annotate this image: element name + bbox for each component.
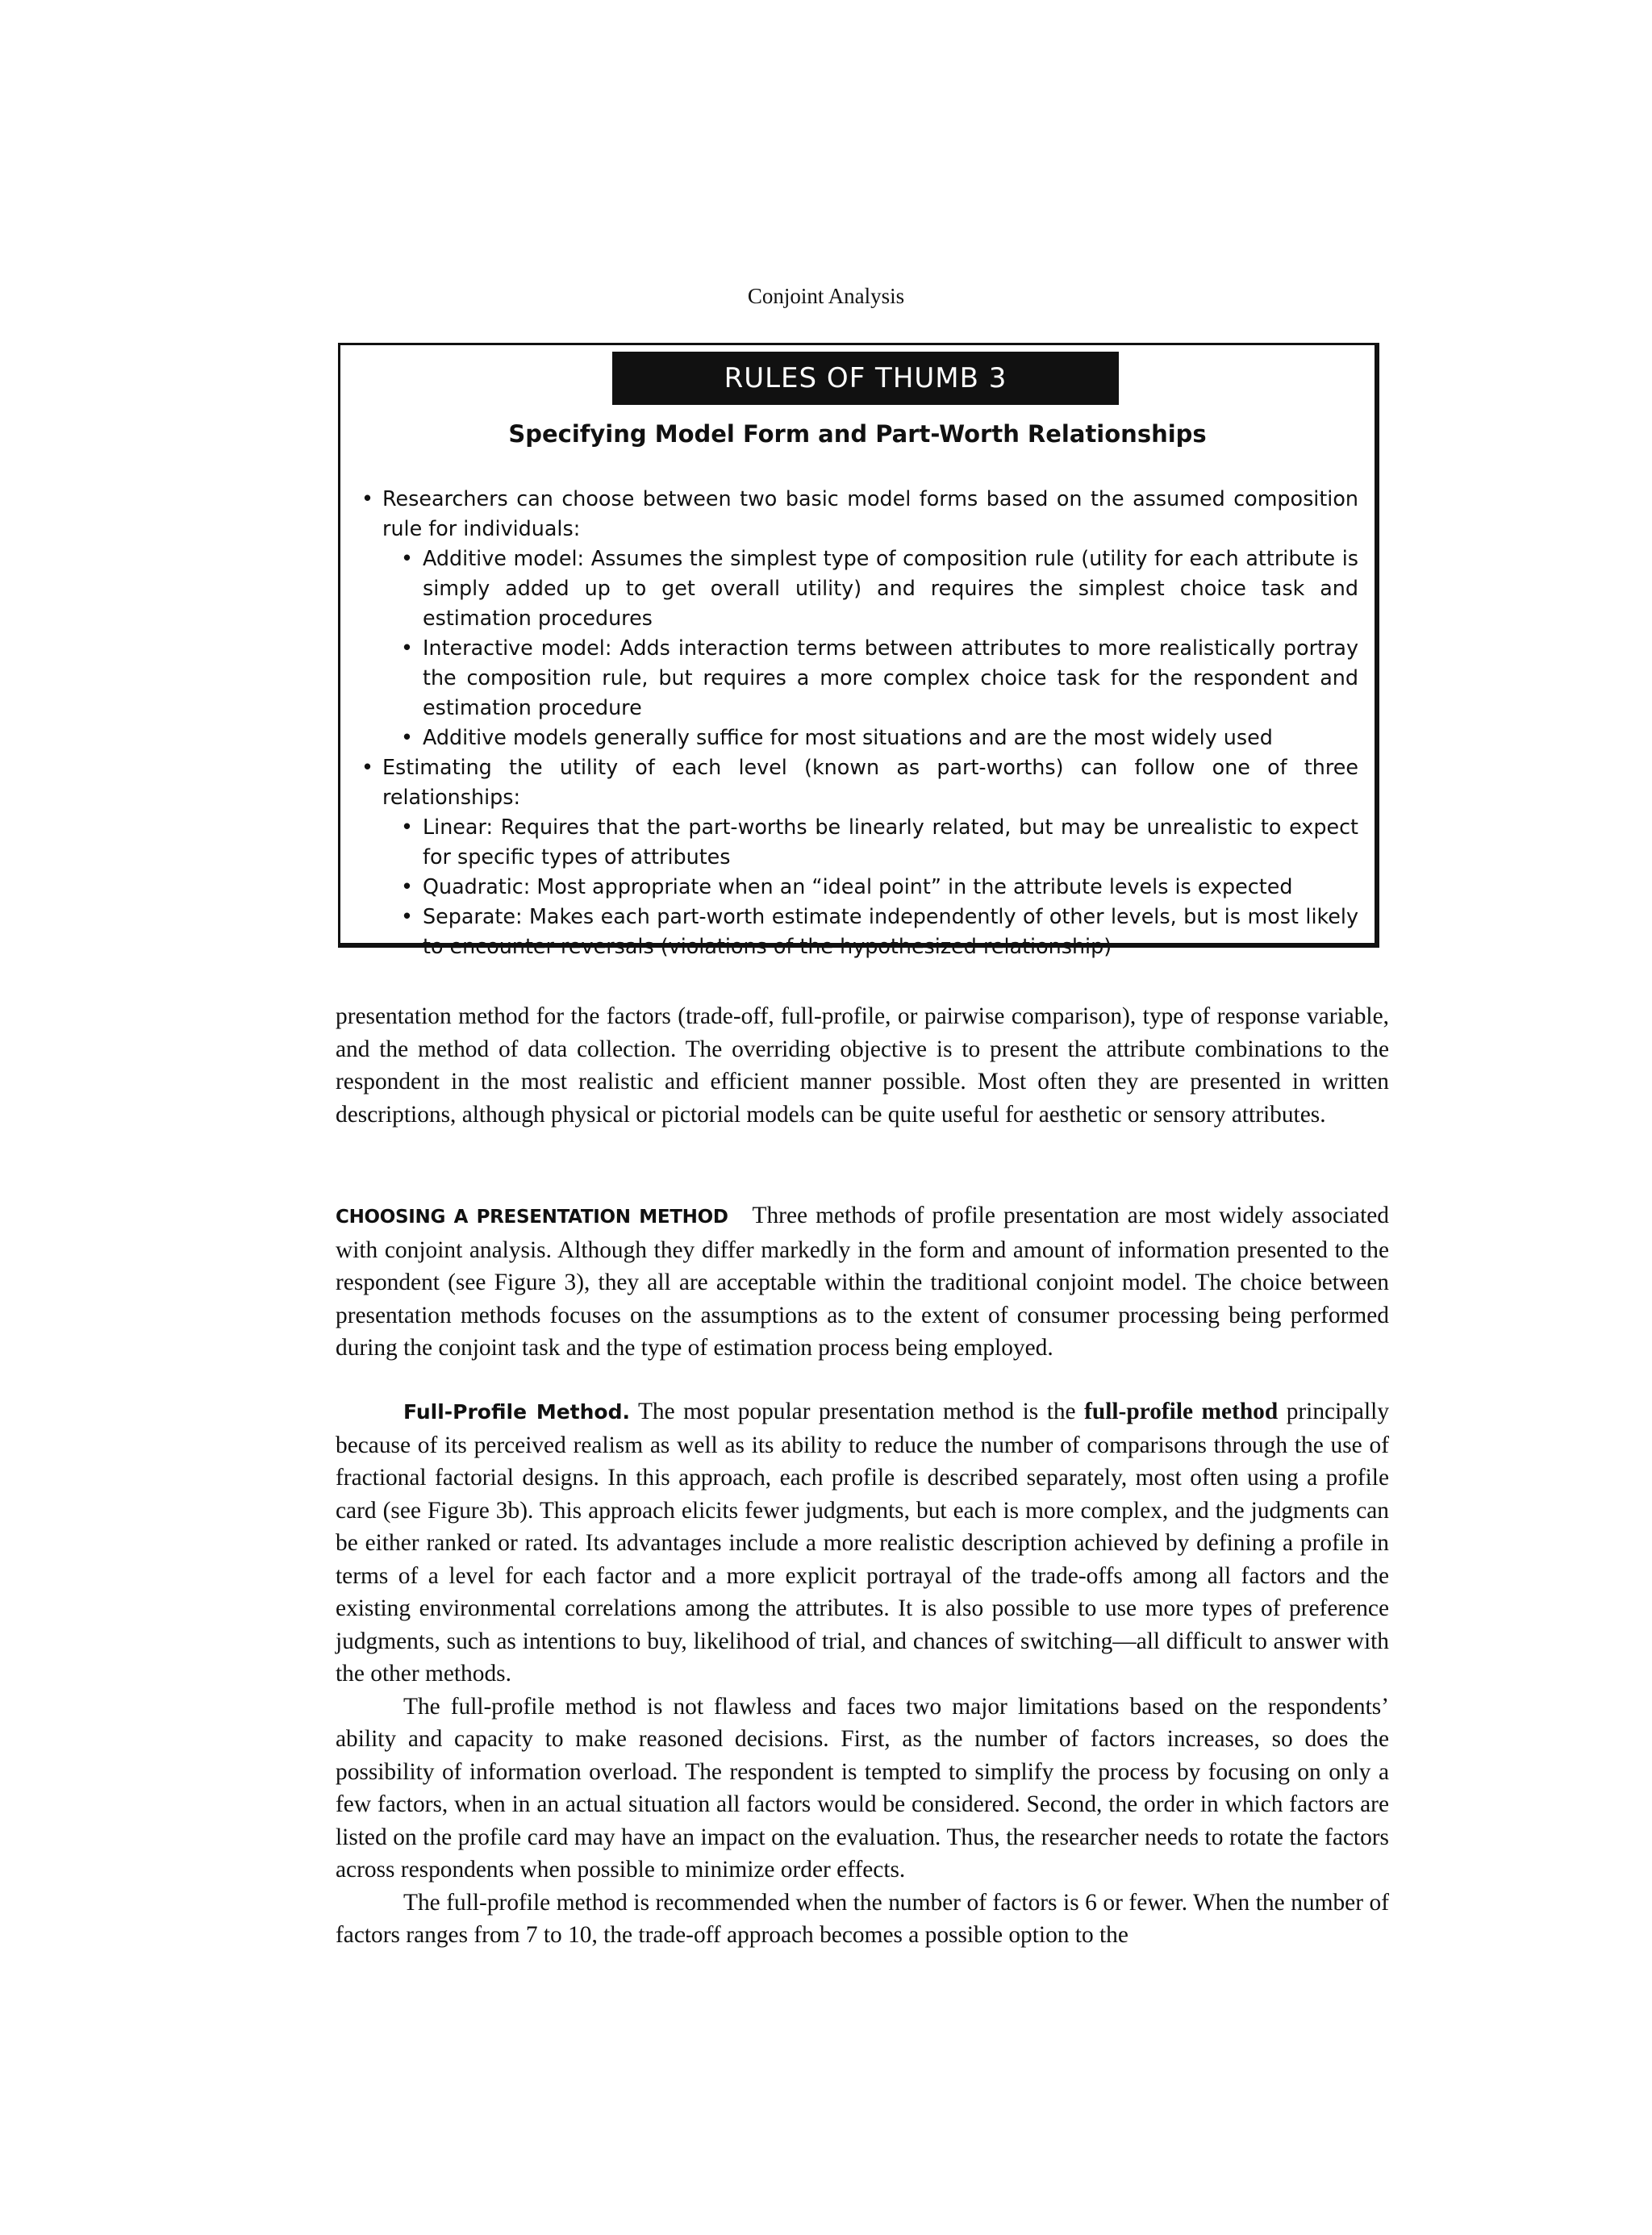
bullet-item: • Researchers can choose between two basic model forms based on the assumed composition rule for individuals: — [358, 484, 1358, 544]
bullet-icon: • — [401, 725, 413, 749]
bullet-item: • Estimating the utility of each level (known as part-worths) can follow one of three relationships: — [358, 753, 1358, 812]
paragraph-text: The full-profile method is not flawless and faces two major limitations based on the respondents’ ability and capacity to make reasoned decisions. First, as the number of factors increases, so does the possibility of information overload. The respondent is tempted to simplify the process by focusing on only a few factors, when in an actual situation all factors would be considered. Second, the order in which factors are listed on the profile card may have an impact on the evaluation. Thus, the researcher needs to rotate the factors across respondents when possible to minimize order effects. — [336, 1693, 1389, 1883]
paragraph-text: Full-Profile Method. The most popular presentation method is the full-profile method principally because of its perceived realism as well as its ability to reduce the number of comparisons through the use of fractional factorial designs. In this approach, each profile is described separately, most often using a profile card (see Figure 3b). This approach elicits fewer judgments, but each is more complex, and the judgments can be either ranked or rated. Its advantages include a more realistic description achieved by defining a profile in terms of a level for each factor and a more explicit portrayal of the trade-offs among all factors and the existing environmental correlations among the attributes. It is also possible to use more types of preference judgments, such as intentions to buy, likelihood of trial, and chances of switching—all difficult to answer with the other methods. — [336, 1399, 1390, 1687]
bullet-icon: • — [401, 874, 413, 899]
paragraph-text: CHOOSING A PRESENTATION METHOD Three methods of profile presentation are most widely associated with conjoint analysis. Although they differ markedly in the form and amount of information presented to the respondent (see Figure 3), they all are acceptable within the traditional conjoint model. The choice between presentation methods focuses on the assumptions as to the extent of consumer processing being performed during the conjoint task and the type of estimation process being employed. — [336, 1203, 1389, 1361]
key-term: full-profile method — [1084, 1399, 1279, 1424]
bullet-icon: • — [401, 904, 413, 928]
sub-bullet-item: • Separate: Makes each part-worth estimate independently of other levels, but is most likely to encounter reversals (violations of the hypothesized relationship) — [358, 902, 1358, 961]
section-choosing-presentation-method — [336, 1199, 1389, 1365]
sub-bullet-item: • Interactive model: Adds interaction terms between attributes to more realistically portray the composition rule, but requires a more complex choice task for the respondent and estimation procedure — [358, 633, 1358, 723]
body-paragraph — [336, 1000, 1389, 1131]
sub-bullet-item: • Additive models generally suffice for most situations and are the most widely used — [358, 723, 1358, 753]
bullet-icon: • — [401, 815, 413, 839]
rules-box-title: Specifying Model Form and Part-Worth Relationships — [508, 420, 1207, 448]
bullet-icon: • — [401, 546, 413, 570]
bullet-icon: • — [401, 636, 413, 660]
sub-bullet-item: • Additive model: Assumes the simplest type of composition rule (utility for each attribute is simply added up to get overall utility) and requires the simplest choice task and estimation procedures — [358, 544, 1358, 633]
running-head: Conjoint Analysis — [747, 284, 905, 308]
sub-bullet-item: • Linear: Requires that the part-worths be linearly related, but may be unrealistic to expect for specific types of attributes — [358, 812, 1358, 872]
rules-bullet-list — [358, 484, 1358, 961]
rules-banner: RULES OF THUMB 3 — [612, 352, 1119, 405]
paragraph-text: presentation method for the factors (trade-off, full-profile, or pairwise comparison), type of response variable, and the method of data collection. The overriding objective is to present the attribute combinations to the respondent in the most realistic and efficient manner possible. Most often they are presented in written descriptions, although physical or pictorial models can be quite useful for aesthetic or sensory attributes. — [336, 1003, 1389, 1128]
section-full-profile-method — [336, 1395, 1389, 1952]
paragraph-text: The full-profile method is recommended when the number of factors is 6 or fewer. When the number of factors ranges from 7 to 10, the trade-off approach becomes a possible option to the — [336, 1889, 1389, 1948]
bullet-icon: • — [361, 755, 373, 779]
rules-of-thumb-box — [338, 343, 1379, 958]
section-heading: CHOOSING A PRESENTATION METHOD — [336, 1207, 728, 1228]
subsection-heading: Full-Profile Method. — [403, 1400, 630, 1424]
sub-bullet-item: • Quadratic: Most appropriate when an “ideal point” in the attribute levels is expected — [358, 872, 1358, 902]
bullet-icon: • — [361, 486, 373, 511]
